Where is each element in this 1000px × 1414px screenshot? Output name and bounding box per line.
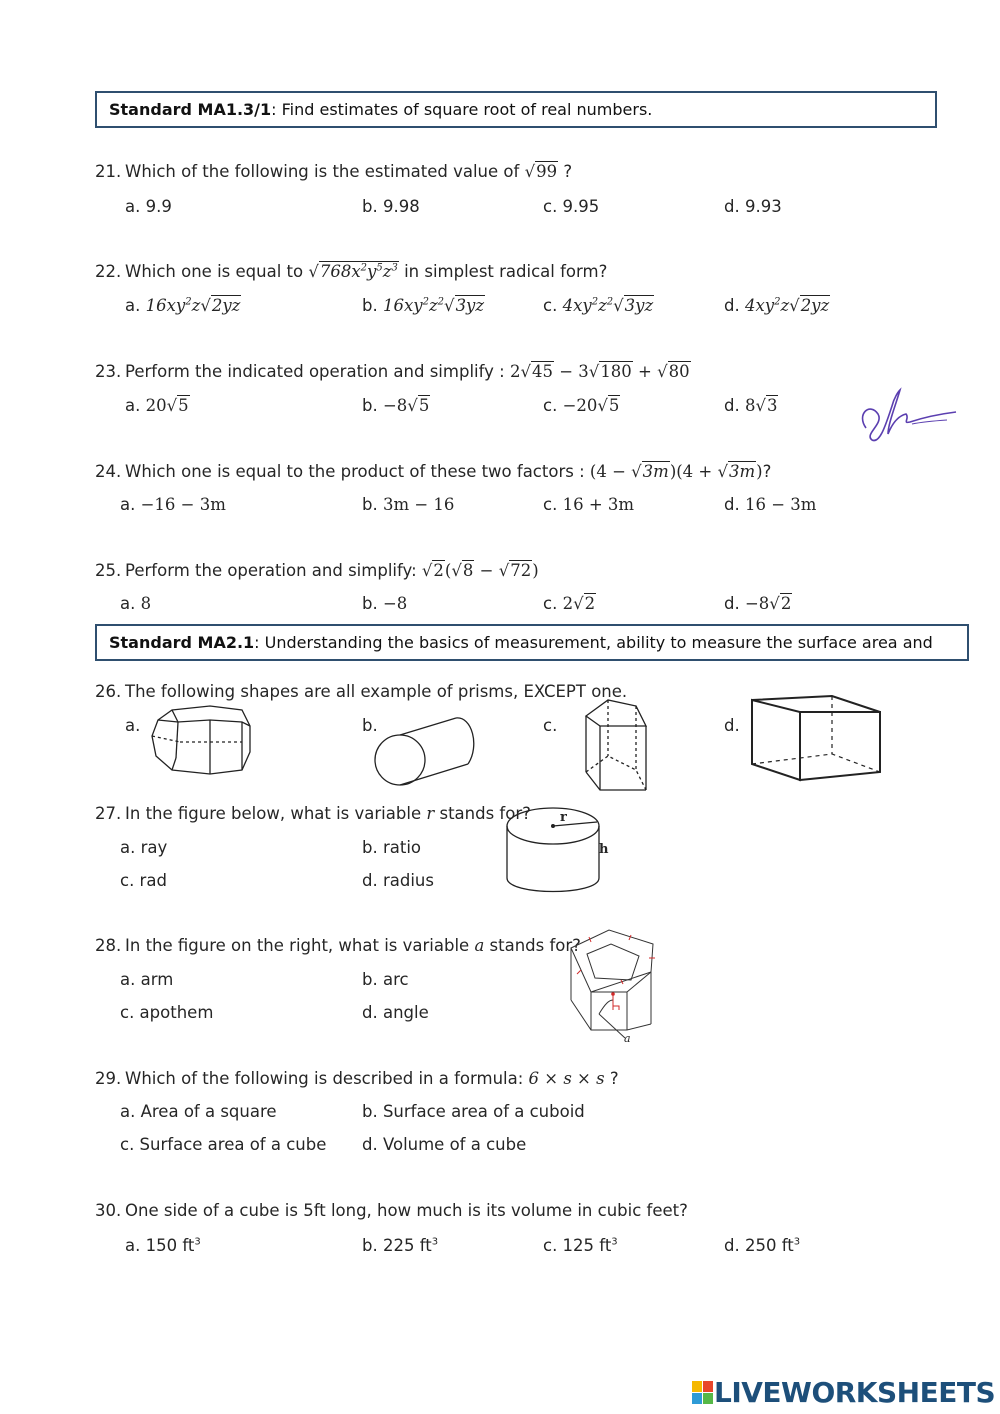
option-24b[interactable]: b. 3m − 16 [362,495,455,514]
question-30: 30. One side of a cube is 5ft long, how much is its volume in cubic feet? [95,1201,688,1220]
question-28: 28. In the figure on the right, what is variable a stands for? [95,936,581,955]
option-23d[interactable]: d. 8√3 [724,396,778,415]
option-30a[interactable]: a. 150 $ft^3$ [125,1236,201,1255]
option-24d[interactable]: d. 16 − 3m [724,495,817,514]
cuboid-figure[interactable] [750,694,885,779]
option-28c[interactable]: c. apothem [120,1003,214,1022]
option-21a[interactable]: a. 9.9 [125,197,172,216]
option-21b[interactable]: b. 9.98 [362,197,420,216]
option-23a[interactable]: a. 20√5 [125,396,189,415]
standard-code: Standard MA2.1 [109,633,255,652]
option-29d[interactable]: d. Volume of a cube [362,1135,527,1154]
option-23c[interactable]: c. −20√5 [543,396,620,415]
option-28b[interactable]: b. arc [362,970,409,989]
pentagonal-prism-figure[interactable] [580,698,655,793]
standard-box-2 [95,624,969,661]
octagonal-prism-figure[interactable] [150,702,270,777]
logo-text: LIVEWORKSHEETS [714,1376,996,1409]
cylinder-figure[interactable] [372,716,482,786]
option-26a-label[interactable]: a. [125,716,141,735]
liveworksheets-logo [692,1376,995,1409]
option-29c[interactable]: c. Surface area of a cube [120,1135,327,1154]
option-24a[interactable]: a. −16 − 3m [120,495,226,514]
option-28a[interactable]: a. arm [120,970,174,989]
standard-text: : Find estimates of square root of real numbers. [271,100,653,119]
option-21c[interactable]: c. 9.95 [543,197,600,216]
option-22d[interactable]: d. $4xy^2z√2yz$ [724,296,830,315]
question-24: 24. Which one is equal to the product of these two factors : (4 − √3m)(4 + √3m)? [95,462,772,481]
option-22b[interactable]: b. $16xy^2z^2√3yz$ [362,296,485,315]
option-29b[interactable]: b. Surface area of a cuboid [362,1102,585,1121]
question-29: 29. Which of the following is described in a formula: 6 × s × s ? [95,1069,619,1088]
radical-expression: $√768x^2y^5z^3$ [308,262,398,281]
option-25a[interactable]: a. 8 [120,594,152,613]
question-26: 26. The following shapes are all example of prisms, EXCEPT one. [95,682,628,701]
option-25b[interactable]: b. −8 [362,594,408,613]
option-26b-label[interactable]: b. [362,716,378,735]
figure-label-h: h [599,842,609,857]
option-26c-label[interactable]: c. [543,716,558,735]
option-27d[interactable]: d. radius [362,871,434,890]
option-21d[interactable]: d. 9.93 [724,197,782,216]
question-27: 27. In the figure below, what is variable r stands for? [95,804,531,823]
option-30c[interactable]: c. 125 $ft^3$ [543,1236,618,1255]
option-28d[interactable]: d. angle [362,1003,429,1022]
option-25d[interactable]: d. −8√2 [724,594,792,613]
option-23b[interactable]: b. −8√5 [362,396,430,415]
standard-box-1 [95,91,937,128]
option-24c[interactable]: c. 16 + 3m [543,495,635,514]
option-27c[interactable]: c. rad [120,871,167,890]
question-23: 23. Perform the indicated operation and simplify : 2√45 − 3√180 + √80 [95,362,690,381]
standard-code: Standard MA1.3/1 [109,100,272,119]
question-21: 21. Which of the following is the estimated value of √99 ? [95,162,573,181]
standard-text: : Understanding the basics of measurement, ability to measure the surface area and [254,633,933,652]
option-25c[interactable]: c. 2√2 [543,594,596,613]
pentagonal-prism-apothem-figure [565,926,665,1046]
figure-label-a: a [624,1032,631,1045]
option-27a[interactable]: a. ray [120,838,168,857]
question-22: 22. Which one is equal to $√768x^2y^5z^3$ in simplest radical form? [95,262,608,281]
option-22a[interactable]: a. $16xy^2z√2yz$ [125,296,241,315]
logo-icon [692,1381,714,1405]
option-22c[interactable]: c. $4xy^2z^2√3yz$ [543,296,654,315]
signature-mark [852,384,962,454]
option-30b[interactable]: b. 225 $ft^3$ [362,1236,439,1255]
option-30d[interactable]: d. 250 $ft^3$ [724,1236,801,1255]
option-29a[interactable]: a. Area of a square [120,1102,277,1121]
question-25: 25. Perform the operation and simplify: √2(√8 − √72) [95,561,539,580]
option-26d-label[interactable]: d. [724,716,740,735]
radical: √99 [524,162,558,181]
figure-label-r: r [560,810,567,825]
option-27b[interactable]: b. ratio [362,838,422,857]
